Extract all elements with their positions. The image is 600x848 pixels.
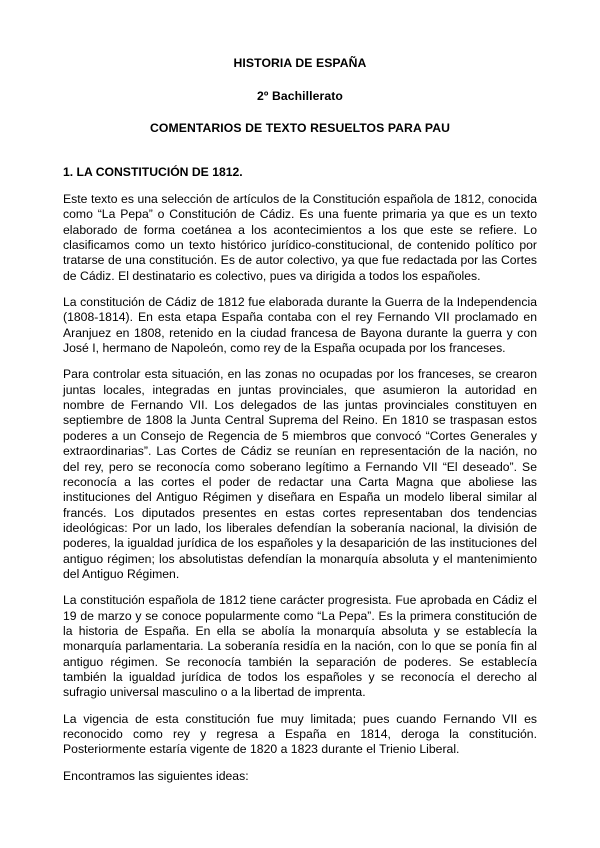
- course-label: 2º Bachillerato: [257, 89, 343, 103]
- paragraph-ideas: Encontramos las siguientes ideas:: [63, 768, 249, 783]
- paragraph-intro: Este texto es una selección de artículos de la Constitución española de 1812, conocida como “La Pepa” o Constitución de Cádiz. Es una fuente primaria ya que es un texto elaborado de forma coetánea a los acontecimientos a los que este se refiere. Lo clasificamos como un texto histórico jurídico-constitucional, de contenido político por tratarse de una constitución. Es de autor colectivo, ya que fue redactada por las Cortes de Cádiz. El destinatario es colectivo, pues va dirigida a todos los españoles.: [63, 192, 537, 283]
- paragraph-context: La constitución de Cádiz de 1812 fue elaborada durante la Guerra de la Independencia (1808-1814). En esta etapa España contaba con el rey Fernando VII proclamado en Aranjuez en 1808, retenido en la ciudad francesa de Bayona durante la guerra y con José I, hermano de Napoleón, como rey de la España ocupada por los franceses.: [63, 295, 537, 356]
- document-subtitle: COMENTARIOS DE TEXTO RESUELTOS PARA PAU: [149, 121, 451, 135]
- title-block: [63, 56, 537, 136]
- paragraph-vigencia: La vigencia de esta constitución fue muy limitada; pues cuando Fernando VII es reconocido como rey y regresa a España en 1814, deroga la constitución. Posteriormente estaría vigente de 1820 a 1823 durante el Trienio Liberal.: [63, 711, 537, 757]
- paragraph-constitution: La constitución española de 1812 tiene carácter progresista. Fue aprobada en Cádiz el 19 de marzo y se conoce popularmente como “La Pepa”. Es la primera constitución de la historia de España. En ella se abolía la monarquía absoluta y se establecía la monarquía parlamentaria. La soberanía residía en la nación, con lo que se ponía fin al antiguo régimen. Se reconocía también la separación de poderes. Se establecía también la igualdad jurídica de todos los españoles y se reconocía el derecho al sufragio universal masculino o a la libertad de imprenta.: [63, 593, 537, 700]
- paragraph-juntas: Para controlar esta situación, en las zonas no ocupadas por los franceses, se crearon juntas locales, integradas en juntas provinciales, que asumieron la autoridad en nombre de Fernando VII. Los delegados de las juntas provinciales constituyen en septiembre de 1808 la Junta Central Suprema del Reino. En 1810 se traspasan estos poderes a un Consejo de Regencia de 5 miembros que convocó “Cortes Generales y extraordinarias”. Las Cortes de Cádiz se reunían en representación de la nación, no del rey, pero se reconocía como soberano legítimo a Fernando VII “El deseado”. Se reconocía a las cortes el poder de redactar una Carta Magna que aboliese las instituciones del Antiguo Régimen y diseñara en España un modelo liberal similar al francés. Los diputados presentes en estas cortes representaban dos tendencias ideológicas: Por un lado, los liberales defendían la soberanía nacional, la división de poderes, la igualdad jurídica de los españoles y la desaparición de las instituciones del antiguo régimen; los absolutistas defendían la monarquía absoluta y el mantenimiento del Antiguo Régimen.: [63, 367, 537, 581]
- document-title: HISTORIA DE ESPAÑA: [233, 56, 367, 70]
- section-heading: 1. LA CONSTITUCIÓN DE 1812.: [63, 165, 243, 179]
